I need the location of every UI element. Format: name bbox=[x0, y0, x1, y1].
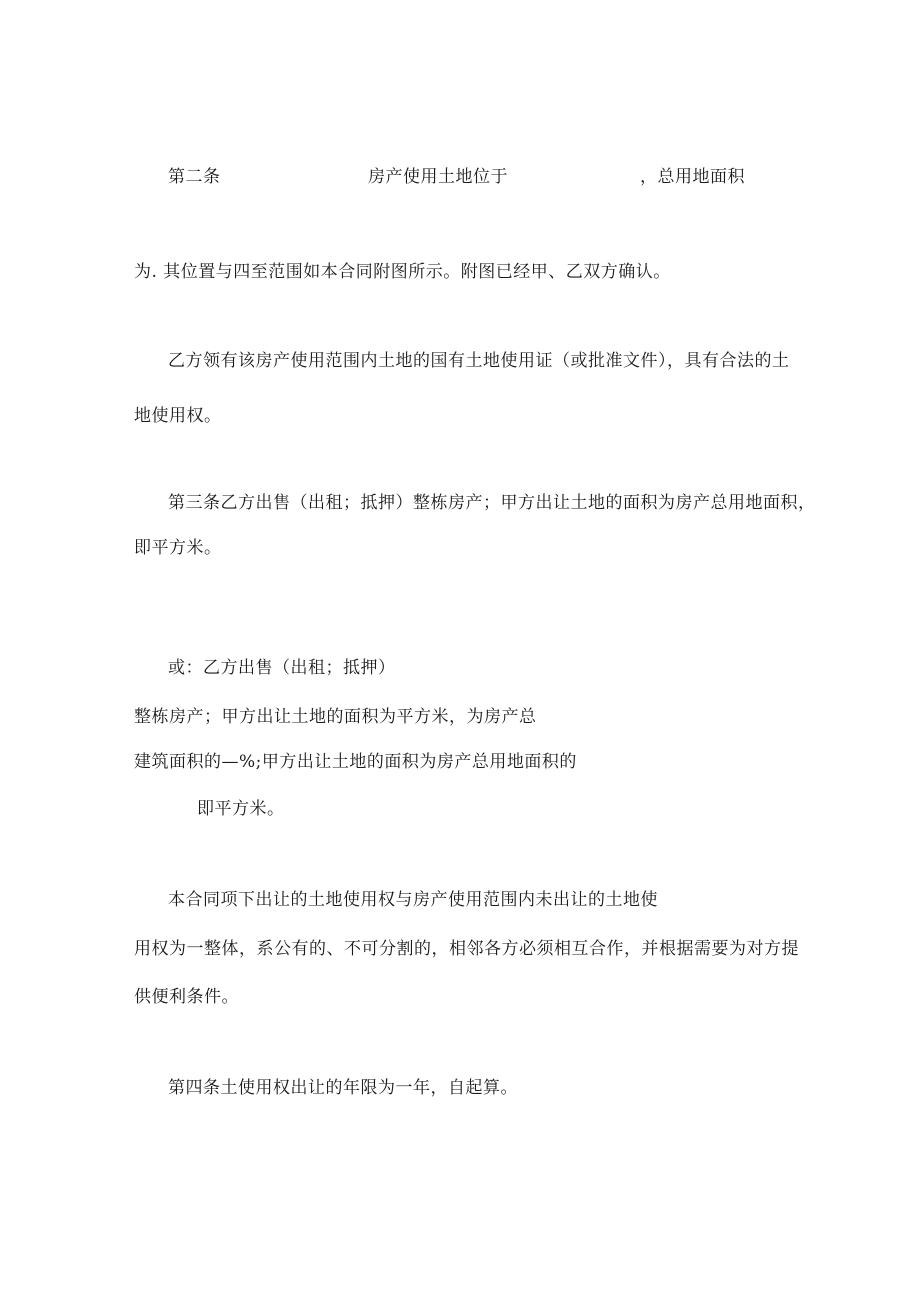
alternative-line4: 即平方米。 bbox=[197, 799, 285, 819]
alternative-line2: 整栋房产；甲方出让土地的面积为平方米，为房产总 bbox=[134, 707, 537, 727]
clause3-line1: 第三条乙方出售（出租；抵押）整栋房产；甲方出让土地的面积为房产总用地面积， bbox=[168, 493, 816, 513]
integrity-line3: 供便利条件。 bbox=[134, 987, 239, 1007]
integrity-line1: 本合同项下出让的土地使用权与房产使用范围内未出让的土地使 bbox=[168, 890, 658, 910]
clause2-line2: 为. 其位置与四至范围如本合同附图所示。附图已经甲、乙双方确认。 bbox=[134, 262, 671, 282]
clause2-text-a: 房产使用土地位于 bbox=[368, 167, 508, 187]
clause3-line2: 即平方米。 bbox=[134, 538, 222, 558]
certificate-line2: 地使用权。 bbox=[134, 406, 222, 426]
alternative-line1: 或：乙方出售（出租；抵押） bbox=[168, 658, 396, 678]
clause4-line1: 第四条土使用权出让的年限为一年，自起算。 bbox=[168, 1078, 518, 1098]
alternative-line3: 建筑面积的—%;甲方出让土地的面积为房产总用地面积的 bbox=[134, 752, 577, 772]
clause2-text-b: ，总用地面积 bbox=[640, 167, 745, 187]
clause2-label: 第二条 bbox=[168, 167, 221, 187]
integrity-line2: 用权为一整体，系公有的、不可分割的，相邻各方必须相互合作，并根据需要为对方提 bbox=[134, 939, 799, 959]
certificate-line1: 乙方领有该房产使用范围内土地的国有土地使用证（或批准文件），具有合法的土 bbox=[168, 351, 790, 371]
